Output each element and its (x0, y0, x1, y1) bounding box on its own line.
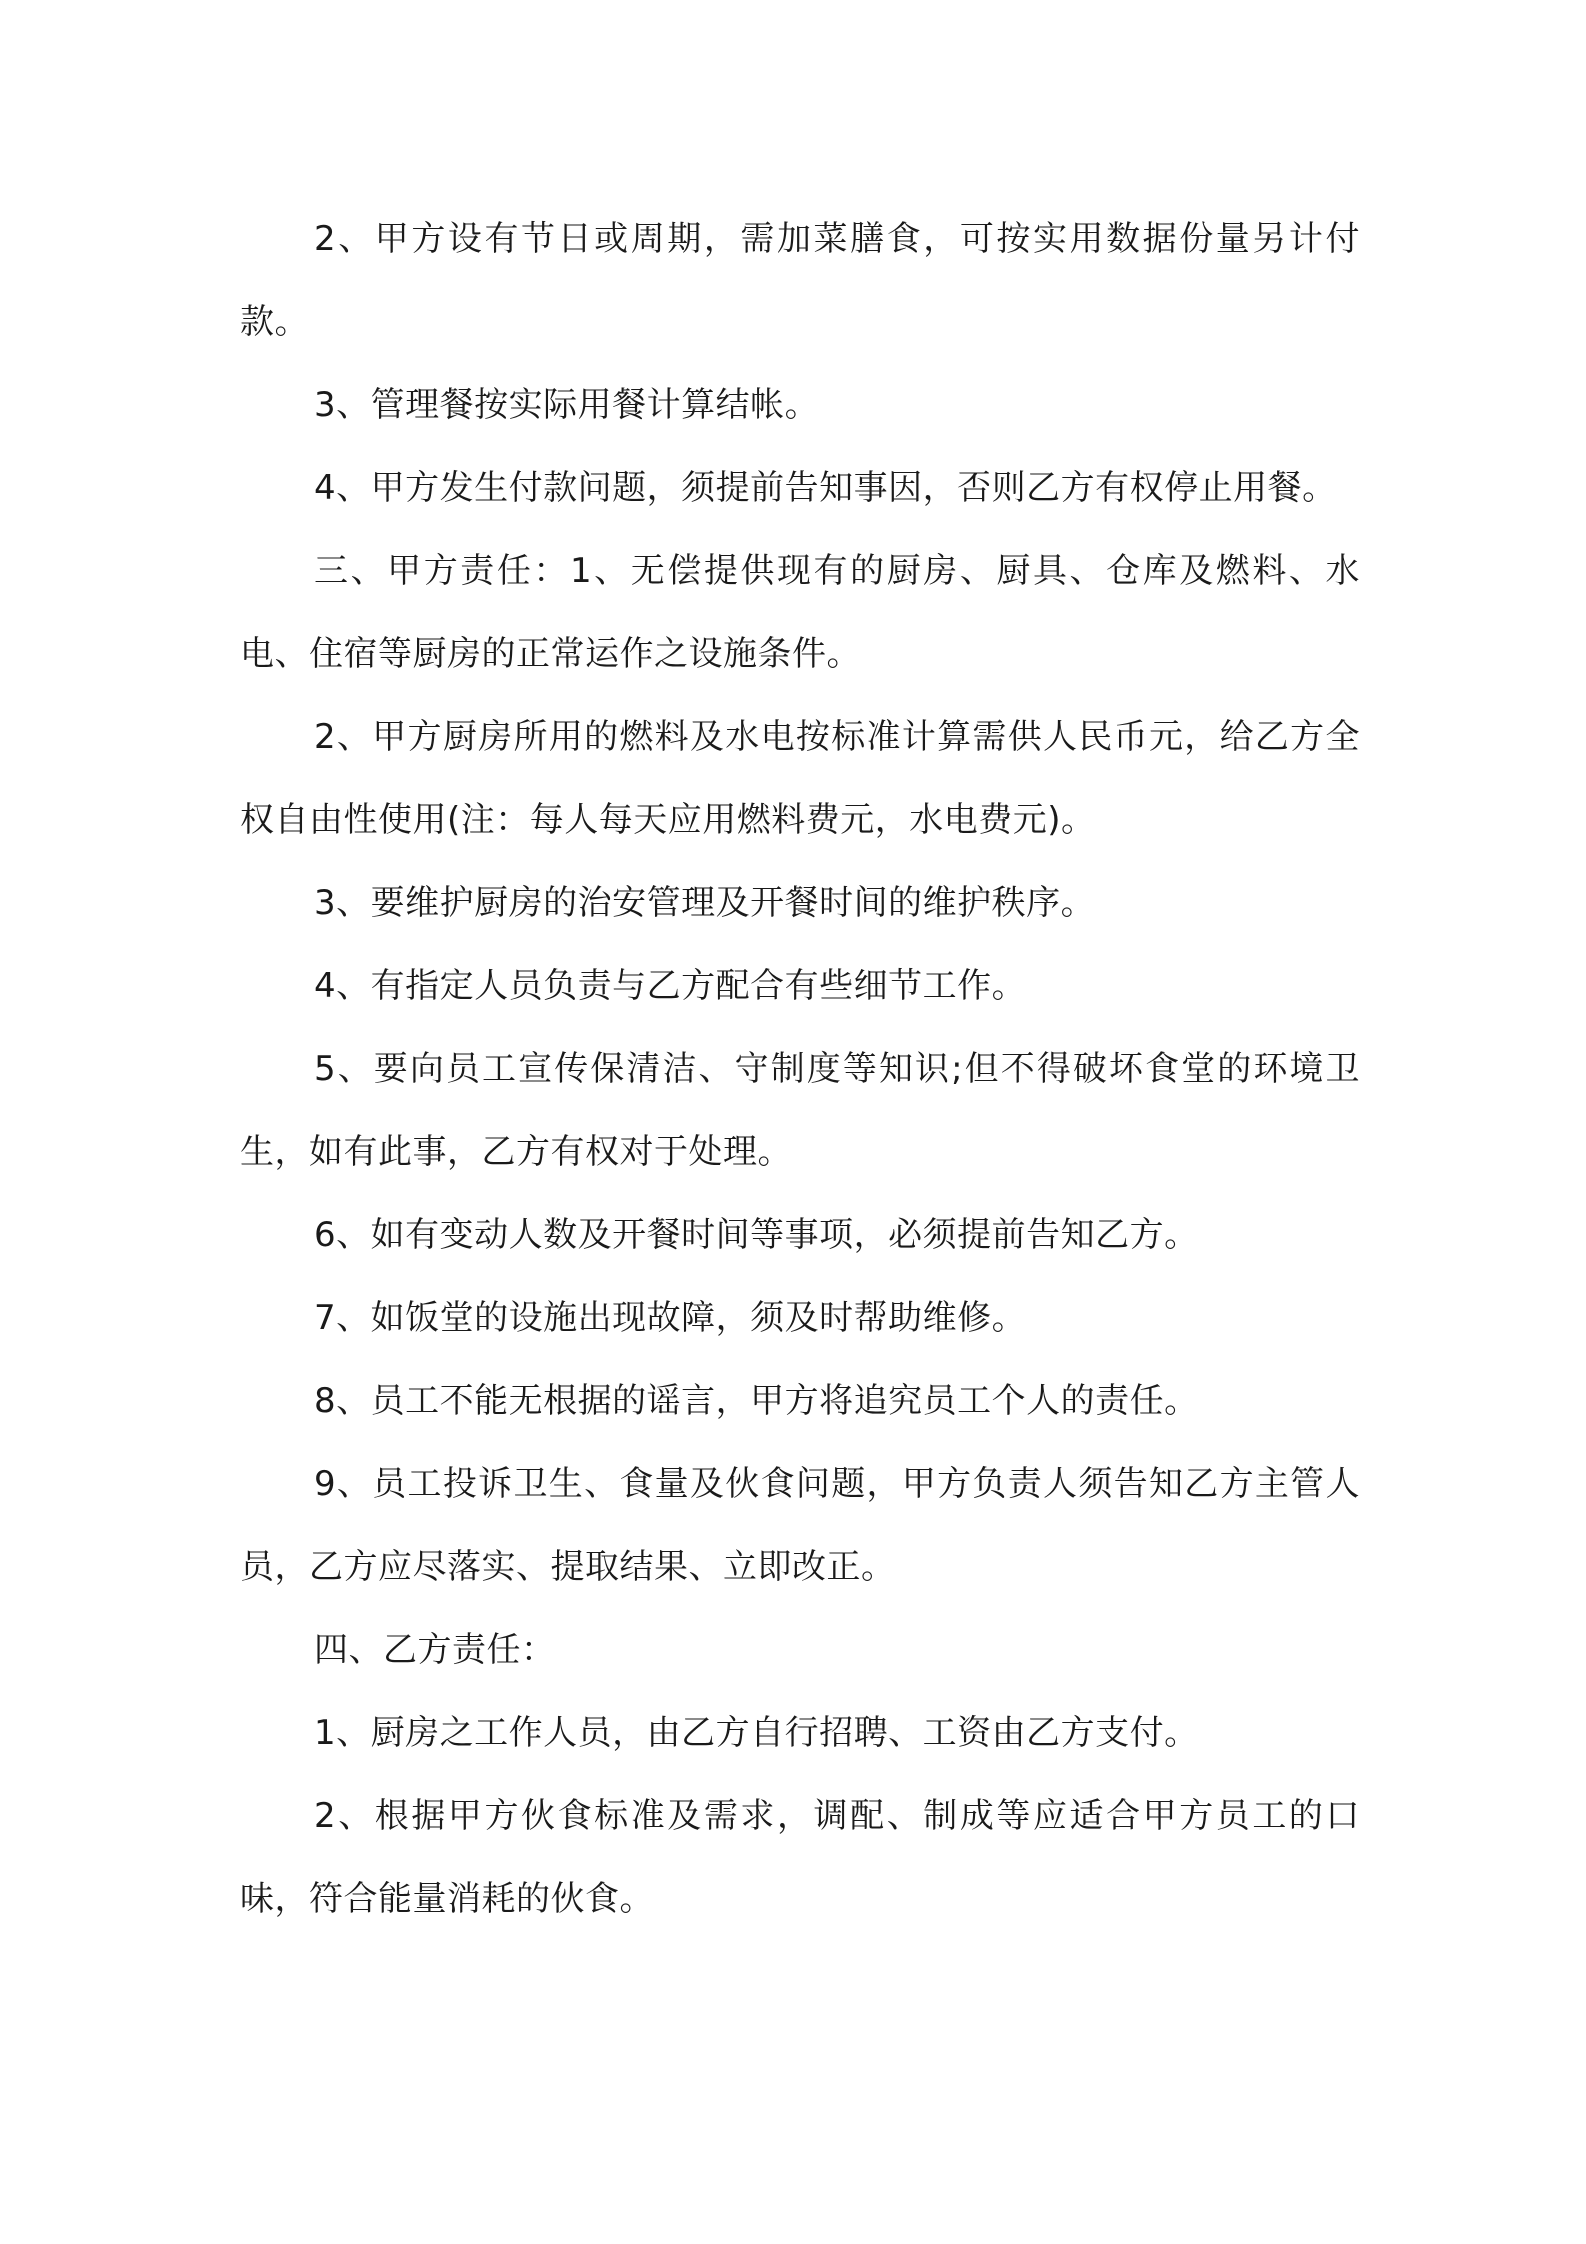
document-body (240, 198, 1360, 1941)
paragraph-payment-issue: 4、甲方发生付款问题，须提前告知事因，否则乙方有权停止用餐。 (314, 468, 1337, 508)
paragraph-changes-notice: 6、如有变动人数及开餐时间等事项，必须提前告知乙方。 (314, 1215, 1199, 1255)
paragraph-management-meal: 3、管理餐按实际用餐计算结帐。 (314, 385, 820, 425)
paragraph-designated-staff: 4、有指定人员负责与乙方配合有些细节工作。 (314, 966, 1027, 1006)
paragraph-meal-standards: 2、根据甲方伙食标准及需求，调配、制成等应适合甲方员工的口味，符合能量消耗的伙食。 (240, 1796, 1360, 1919)
paragraph-complaints: 9、员工投诉卫生、食量及伙食问题，甲方负责人须告知乙方主管人员，乙方应尽落实、提取结果、立即改正。 (240, 1464, 1360, 1587)
paragraph-rumors: 8、员工不能无根据的谣言，甲方将追究员工个人的责任。 (314, 1381, 1199, 1421)
paragraph-meal-extra: 2、甲方设有节日或周期，需加菜膳食，可按实用数据份量另计付款。 (240, 219, 1360, 342)
paragraph-fuel-utilities: 2、甲方厨房所用的燃料及水电按标准计算需供人民币元，给乙方全权自由性使用(注：每人每天应用燃料费元，水电费元)。 (240, 717, 1360, 840)
paragraph-kitchen-staff: 1、厨房之工作人员，由乙方自行招聘、工资由乙方支付。 (314, 1713, 1199, 1753)
paragraph-repairs: 7、如饭堂的设施出现故障，须及时帮助维修。 (314, 1298, 1027, 1338)
paragraph-hygiene: 5、要向员工宣传保清洁、守制度等知识;但不得破坏食堂的环境卫生，如有此事，乙方有权对于处理。 (240, 1049, 1360, 1172)
section-heading-party-b: 四、乙方责任： (314, 1630, 556, 1670)
paragraph-party-a-duties: 三、甲方责任：1、无偿提供现有的厨房、厨具、仓库及燃料、水电、住宿等厨房的正常运作之设施条件。 (240, 551, 1360, 674)
paragraph-security: 3、要维护厨房的治安管理及开餐时间的维护秩序。 (314, 883, 1096, 923)
